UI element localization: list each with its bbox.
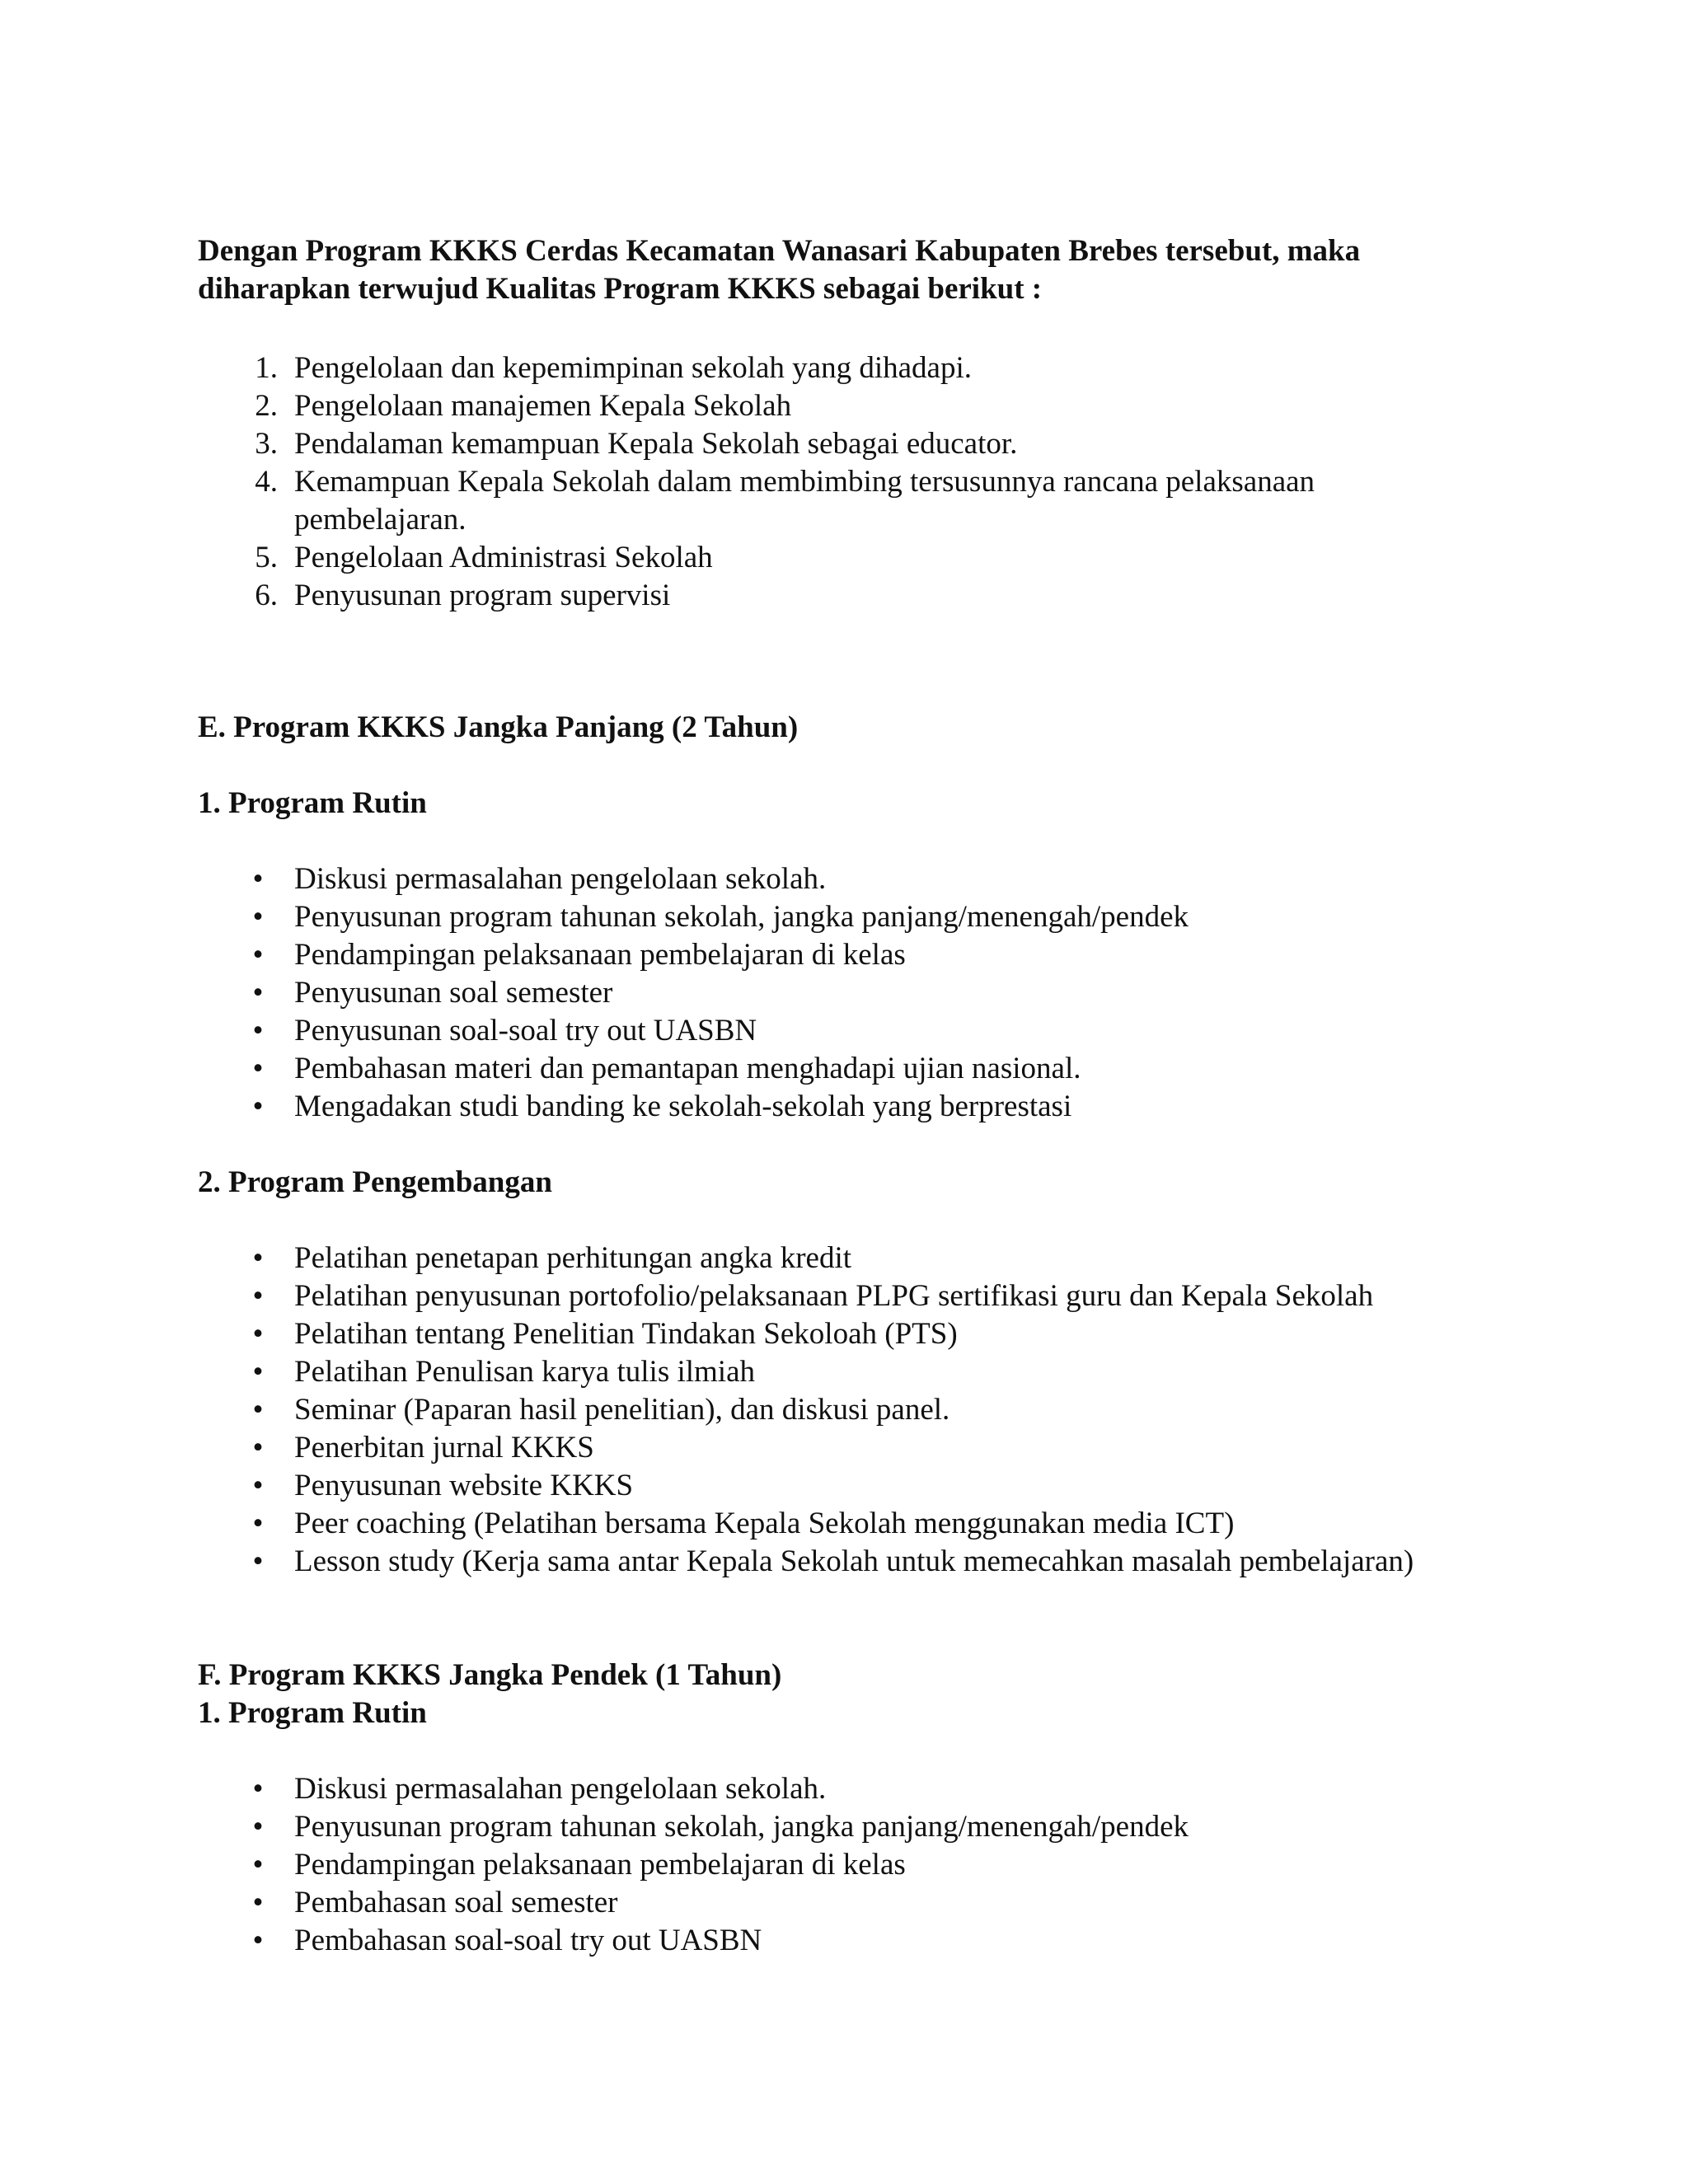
list-item: [198, 463, 1467, 539]
bullet-icon: •: [252, 900, 264, 934]
list-item-text: Pendampingan pelaksanaan pembelajaran di kelas: [294, 938, 906, 972]
list-item-text: Mengadakan studi banding ke sekolah-sekolah yang berprestasi: [294, 1090, 1072, 1123]
list-number: 5.: [255, 541, 278, 574]
bullet-icon: •: [252, 1317, 264, 1351]
bullet-icon: •: [252, 1355, 264, 1389]
list-item-text: Pelatihan penyusunan portofolio/pelaksanaan PLPG sertifikasi guru dan Kepala Sekolah: [294, 1279, 1374, 1313]
bullet-icon: •: [252, 938, 264, 972]
list-number: 4.: [255, 465, 278, 499]
list-item-text: Pelatihan penetapan perhitungan angka kredit: [294, 1241, 852, 1275]
list-item-text: Pengelolaan dan kepemimpinan sekolah yang dihadapi.: [294, 351, 972, 385]
list-item-text: Pengelolaan manajemen Kepala Sekolah: [294, 389, 792, 423]
list-item: [198, 349, 1467, 387]
list-item-text: Kemampuan Kepala Sekolah dalam membimbing tersusunnya rancana pelaksanaan pembelajaran.: [294, 465, 1315, 537]
bullet-icon: •: [252, 1810, 264, 1844]
bullet-icon: •: [252, 1772, 264, 1806]
bullet-icon: •: [252, 1052, 264, 1085]
list-item: [198, 425, 1467, 463]
list-item-text: Penyusunan program tahunan sekolah, jangka panjang/menengah/pendek: [294, 1810, 1189, 1844]
list-number: 1.: [255, 351, 278, 385]
list-item-text: Pelatihan Penulisan karya tulis ilmiah: [294, 1355, 756, 1389]
section-e-rutin-list: [198, 860, 1467, 1126]
list-item: [198, 1012, 1467, 1050]
list-item: [198, 936, 1467, 974]
list-number: 2.: [255, 389, 278, 423]
list-item-text: Penyusunan soal-soal try out UASBN: [294, 1014, 757, 1047]
list-item-text: Pembahasan materi dan pemantapan menghadapi ujian nasional.: [294, 1052, 1081, 1085]
list-item: [198, 898, 1467, 936]
list-item-text: Pendampingan pelaksanaan pembelajaran di kelas: [294, 1848, 906, 1882]
section-f-rutin-list: [198, 1770, 1467, 1960]
list-item: [198, 1277, 1467, 1315]
list-item-text: Lesson study (Kerja sama antar Kepala Sekolah untuk memecahkan masalah pembelajaran): [294, 1544, 1414, 1578]
list-item: [198, 1391, 1467, 1429]
list-item: [198, 1050, 1467, 1088]
list-item: [198, 1543, 1467, 1581]
list-item: [198, 1429, 1467, 1467]
list-item: [198, 860, 1467, 898]
section-e-pengembangan-list: [198, 1240, 1467, 1581]
list-item-text: Pengelolaan Administrasi Sekolah: [294, 541, 713, 574]
list-item-text: Pembahasan soal semester: [294, 1886, 618, 1919]
list-item: [198, 974, 1467, 1012]
list-item-text: Penyusunan website KKKS: [294, 1469, 634, 1502]
list-item: [198, 1315, 1467, 1353]
list-item-text: Seminar (Paparan hasil penelitian), dan diskusi panel.: [294, 1393, 950, 1427]
list-item: [198, 1846, 1467, 1884]
list-item-text: Penyusunan soal semester: [294, 976, 613, 1010]
list-item-text: Penerbitan jurnal KKKS: [294, 1431, 594, 1465]
bullet-icon: •: [252, 1507, 264, 1540]
section-e-rutin-title: 1. Program Rutin: [198, 786, 427, 820]
list-item-text: Pembahasan soal-soal try out UASBN: [294, 1924, 762, 1957]
bullet-icon: •: [252, 1886, 264, 1919]
list-item: [198, 1808, 1467, 1846]
list-item: [198, 1922, 1467, 1960]
list-item-text: Peer coaching (Pelatihan bersama Kepala Sekolah menggunakan media ICT): [294, 1507, 1235, 1540]
section-e-title: E. Program KKKS Jangka Panjang (2 Tahun): [198, 710, 799, 744]
bullet-icon: •: [252, 976, 264, 1010]
bullet-icon: •: [252, 1014, 264, 1047]
section-f-title: F. Program KKKS Jangka Pendek (1 Tahun): [198, 1658, 782, 1692]
bullet-icon: •: [252, 1924, 264, 1957]
list-item-text: Penyusunan program tahunan sekolah, jangka panjang/menengah/pendek: [294, 900, 1189, 934]
list-item: [198, 1884, 1467, 1922]
bullet-icon: •: [252, 862, 264, 896]
list-item: [198, 1505, 1467, 1543]
bullet-icon: •: [252, 1431, 264, 1465]
section-e-pengembangan-title: 2. Program Pengembangan: [198, 1165, 552, 1199]
list-item: [198, 1770, 1467, 1808]
section-f-rutin-title: 1. Program Rutin: [198, 1696, 427, 1730]
quality-list: [198, 349, 1467, 615]
list-item-text: Penyusunan program supervisi: [294, 579, 671, 612]
list-item: [198, 577, 1467, 615]
bullet-icon: •: [252, 1090, 264, 1123]
list-item-text: Diskusi permasalahan pengelolaan sekolah.: [294, 862, 827, 896]
list-item: [198, 539, 1467, 577]
list-item: [198, 1240, 1467, 1277]
bullet-icon: •: [252, 1848, 264, 1882]
list-item: [198, 1467, 1467, 1505]
bullet-icon: •: [252, 1279, 264, 1313]
list-number: 3.: [255, 427, 278, 461]
document-page: [198, 232, 1467, 1957]
bullet-icon: •: [252, 1241, 264, 1275]
list-item-text: Diskusi permasalahan pengelolaan sekolah.: [294, 1772, 827, 1806]
list-item: [198, 1353, 1467, 1391]
bullet-icon: •: [252, 1393, 264, 1427]
list-item: [198, 1088, 1467, 1126]
bullet-icon: •: [252, 1469, 264, 1502]
list-item-text: Pelatihan tentang Penelitian Tindakan Sekoloah (PTS): [294, 1317, 958, 1351]
list-number: 6.: [255, 579, 278, 612]
bullet-icon: •: [252, 1544, 264, 1578]
list-item: [198, 387, 1467, 425]
intro-paragraph: Dengan Program KKKS Cerdas Kecamatan Wanasari Kabupaten Brebes tersebut, maka diharapkan terwujud Kualitas Program KKKS sebagai berikut :: [198, 234, 1361, 306]
list-item-text: Pendalaman kemampuan Kepala Sekolah sebagai educator.: [294, 427, 1018, 461]
